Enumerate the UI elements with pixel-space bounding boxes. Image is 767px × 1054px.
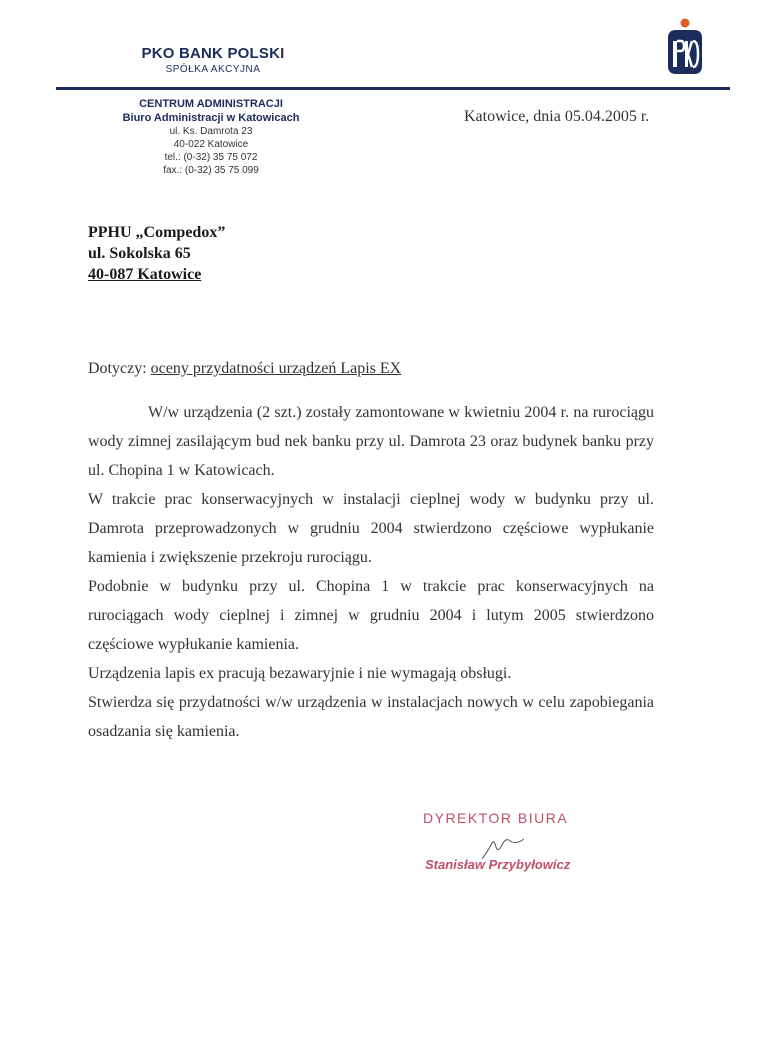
recipient-street: ul. Sokolska 65	[88, 245, 191, 262]
sender-subtitle: Biuro Administracji w Katowicach	[122, 112, 300, 124]
body-paragraph: Urządzenia lapis ex pracują bezawaryjnie i nie wymagają obsługi.	[88, 665, 512, 682]
bank-subtitle: SPÓŁKA AKCYJNA	[165, 64, 261, 75]
body-paragraph: Podobnie w budynku przy ul. Chopina 1 w trakcie prac konserwacyjnych na rurociągach wody cieplnej i zimnej w grudniu 2004 i lutym 2005 stwierdzono częściowe wypłukanie kamienia.	[88, 578, 654, 653]
recipient-name: PPHU „Compedox”	[88, 224, 226, 241]
subject-label: Dotyczy:	[88, 360, 147, 377]
letter-date: Katowice, dnia 05.04.2005 r.	[464, 108, 650, 125]
pko-logo-icon	[664, 16, 706, 76]
body-paragraph: Stwierdza się przydatności w/w urządzenia w instalacjach nowych w celu zapobiegania osadzania się kamienia.	[88, 694, 654, 740]
recipient-city: 40-087 Katowice	[88, 266, 202, 283]
subject-line	[88, 360, 401, 378]
sender-title: CENTRUM ADMINISTRACJI	[139, 98, 283, 110]
signature-title: DYREKTOR BIURA	[423, 810, 569, 826]
body-paragraph: W trakcie prac konserwacyjnych w instalacji cieplnej wody w budynku przy ul. Damrota przeprowadzonych w grudniu 2004 stwierdzono częściowe wypłukanie kamienia i zwiększenie przekroju rurociągu.	[88, 491, 654, 566]
subject-text: oceny przydatności urządzeń Lapis EX	[150, 360, 402, 377]
sender-street: ul. Ks. Damrota 23	[169, 126, 253, 137]
bank-name: PKO BANK POLSKI	[141, 45, 285, 62]
sender-fax: fax.: (0-32) 35 75 099	[163, 165, 259, 176]
sender-tel: tel.: (0-32) 35 75 072	[164, 152, 258, 163]
recipient-address	[88, 222, 225, 285]
header-divider	[56, 87, 730, 90]
signature-name: Stanisław Przybyłowicz	[425, 857, 571, 872]
letter-body	[88, 398, 654, 746]
sender-city: 40-022 Katowice	[173, 139, 249, 150]
body-paragraph: W/w urządzenia (2 szt.) zostały zamontowane w kwietniu 2004 r. na rurociągu wody zimnej zasilającym bud nek banku przy ul. Damrota 23 oraz budynek banku przy ul. Chopina 1 w Katowicach.	[88, 404, 654, 479]
sender-block	[98, 98, 324, 177]
